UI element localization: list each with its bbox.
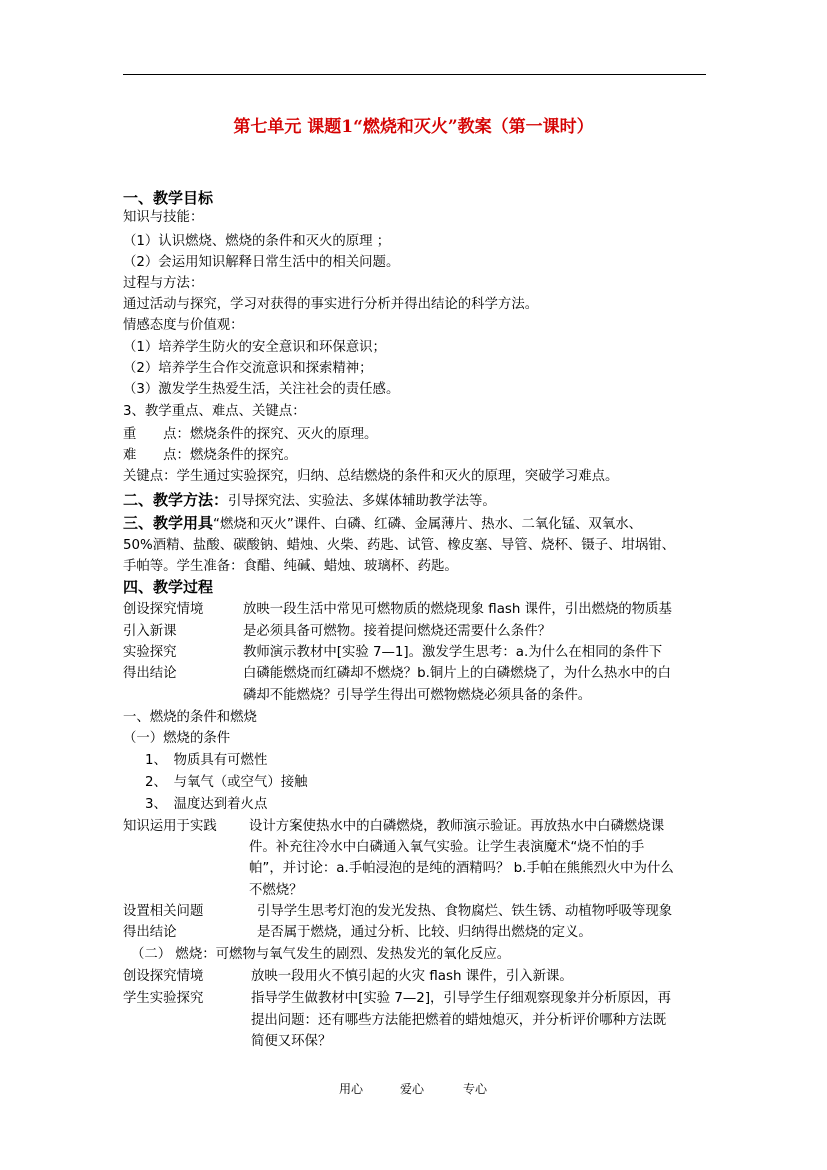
intro-text: 放映一段用火不慎引起的火灾 flash 课件，引入新课。 [251, 969, 573, 984]
section-heading-methods: 二、教学方法： [123, 491, 229, 509]
process-row-label: 实验探究 [123, 645, 177, 660]
practice-text: 设计方案使热水中的白磷燃烧，教师演示验证。再放热水中白磷燃烧课 [249, 819, 665, 834]
process-row-label: 引入新课 [123, 624, 177, 639]
section-heading-objectives: 一、教学目标 [123, 189, 214, 207]
condition-item: 1、 物质具有可燃性 [145, 753, 268, 768]
condition-item: 3、 温度达到着火点 [145, 797, 268, 812]
process-row-text: 磷却不能燃烧？引导学生得出可燃物燃烧必须具备的条件。 [243, 688, 592, 703]
related-label: 设置相关问题 [123, 904, 204, 919]
conditions-heading: 一、燃烧的条件和燃烧 [123, 710, 257, 725]
practice-label: 知识运用于实践 [123, 819, 217, 834]
related-text: 引导学生思考灯泡的发光发热、食物腐烂、铁生锈、动植物呼吸等现象 [257, 904, 673, 919]
tools-text: 手帕等。学生准备：食醋、纯碱、蜡烛、玻璃杯、药匙。 [123, 559, 458, 574]
knowledge-item: （2）会运用知识解释日常生活中的相关问题。 [123, 255, 400, 270]
student-exp-text: 提出问题：还有哪些方法能把燃着的蜡烛熄灭，并分析评价哪种方法既 [251, 1013, 667, 1028]
knowledge-label: 知识与技能： [123, 210, 204, 225]
key-points-label: 3、教学重点、难点、关键点： [123, 404, 306, 419]
tools-text: “燃烧和灭火”课件、白磷、红磷、金属薄片、热水、二氧化锰、双氧水、 [213, 517, 642, 532]
related-label: 得出结论 [123, 925, 177, 940]
related-text: 是否属于燃烧，通过分析、比较、归纳得出燃烧的定义。 [257, 925, 592, 940]
section-heading-process: 四、教学过程 [123, 578, 214, 596]
header-rule [123, 74, 706, 75]
process-row-label: 得出结论 [123, 666, 177, 681]
process-row-text: 白磷能燃烧而红磷却不燃烧？b.铜片上的白磷燃烧了，为什么热水中的白 [243, 666, 671, 681]
footer-text: 爱心 [400, 1082, 425, 1096]
student-exp-label: 学生实验探究 [123, 991, 204, 1006]
process-label: 过程与方法： [123, 276, 204, 291]
emotion-item: （2）培养学生合作交流意识和探索精神； [123, 361, 373, 376]
practice-text: 帕”，并讨论：a.手帕浸泡的是纯的酒精吗？ b.手帕在熊熊烈火中为什么 [249, 861, 674, 876]
key-point-focus: 重 点：燃烧条件的探究、灭火的原理。 [123, 427, 378, 442]
emotion-item: （1）培养学生防火的安全意识和环保意识； [123, 340, 386, 355]
section-heading-tools: 三、教学用具 [123, 514, 214, 532]
condition-item: 2、 与氧气（或空气）接触 [145, 775, 308, 790]
tools-text: 50%酒精、盐酸、碳酸钠、蜡烛、火柴、药匙、试管、橡皮塞、导管、烧杯、镊子、坩埚钳、 [123, 538, 675, 553]
footer-text: 专心 [463, 1082, 488, 1096]
intro-label: 创设探究情境 [123, 969, 204, 984]
process-row-text: 放映一段生活中常见可燃物质的燃烧现象 flash 课件，引出燃烧的物质基 [243, 602, 672, 617]
footer-text: 用心 [339, 1082, 364, 1096]
practice-text: 件。补充往冷水中白磷通入氧气实验。让学生表演魔术“烧不怕的手 [249, 840, 645, 855]
student-exp-text: 指导学生做教材中[实验 7—2]，引导学生仔细观察现象并分析原因，再 [251, 991, 672, 1006]
key-point-critical: 关键点：学生通过实验探究，归纳、总结燃烧的条件和灭火的原理，突破学习难点。 [123, 469, 619, 484]
methods-line [123, 490, 496, 512]
key-point-difficulty: 难 点：燃烧条件的探究。 [123, 448, 298, 463]
process-row-text: 是必须具备可燃物。接着提问燃烧还需要什么条件？ [243, 624, 551, 639]
conditions-subheading: （一）燃烧的条件 [123, 731, 231, 746]
emotion-item: （3）激发学生热爱生活，关注社会的责任感。 [123, 382, 400, 397]
emotion-label: 情感态度与价值观： [123, 318, 244, 333]
knowledge-item: （1）认识燃烧、燃烧的条件和灭火的原理 ； [123, 234, 391, 249]
page-title: 第七单元 课题1“燃烧和灭火”教案（第一课时） [233, 117, 594, 137]
process-row-label: 创设探究情境 [123, 602, 204, 617]
methods-text: 引导探究法、实验法、多媒体辅助教学法等。 [228, 494, 496, 509]
combustion-definition: （二） 燃烧：可燃物与氧气发生的剧烈、发热发光的氧化反应。 [131, 947, 511, 962]
student-exp-text: 简便又环保？ [251, 1034, 332, 1049]
practice-text: 不燃烧？ [249, 883, 303, 898]
process-row-text: 教师演示教材中[实验 7—1]。激发学生思考：a.为什么在相同的条件下 [243, 645, 663, 660]
tools-line [123, 513, 642, 535]
process-item: 通过活动与探究，学习对获得的事实进行分析并得出结论的科学方法。 [123, 297, 539, 312]
